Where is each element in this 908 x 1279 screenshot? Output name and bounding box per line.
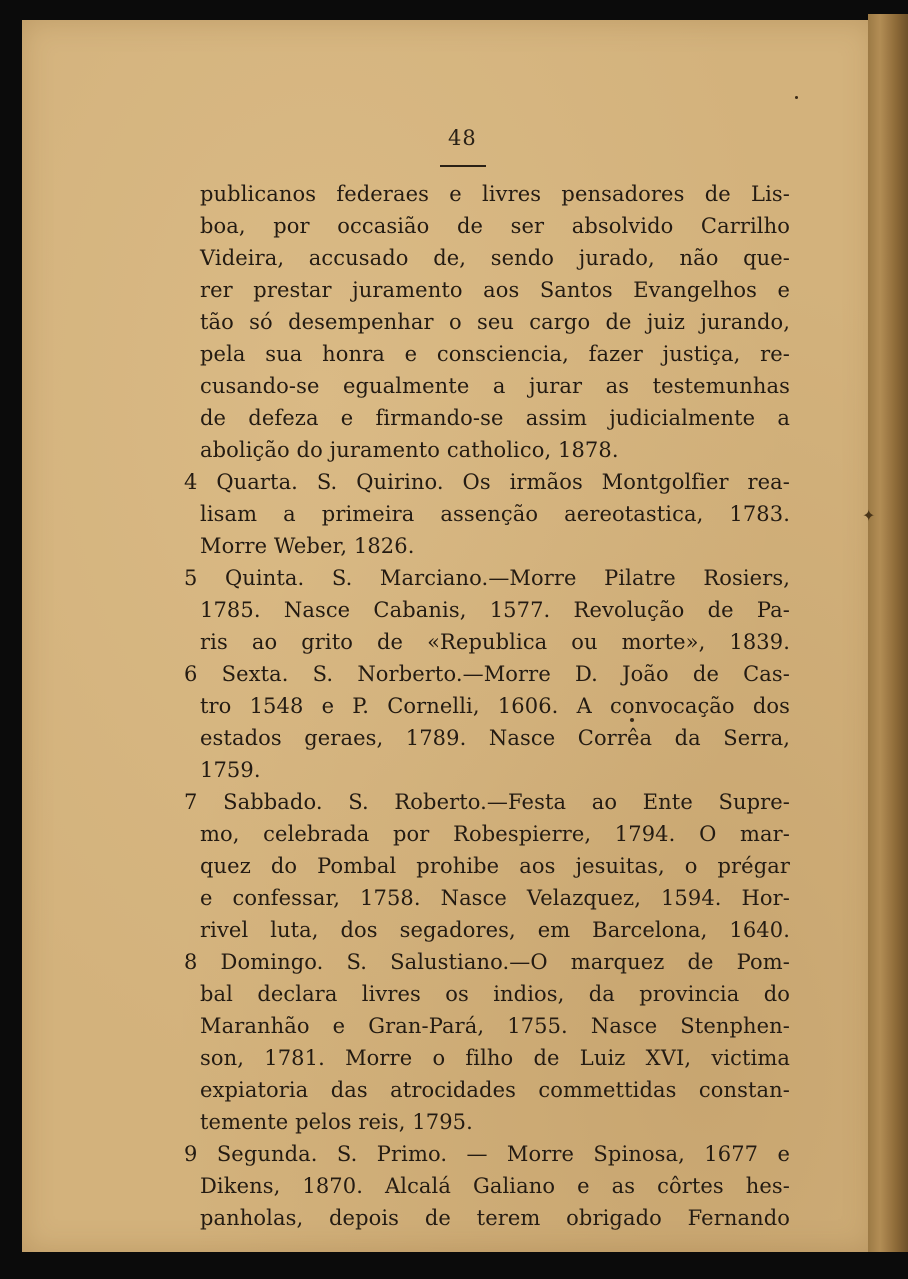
book-spine-edge: [862, 14, 908, 1252]
text-line: Maranhão e Gran-Pará, 1755. Nasce Stenphen-: [200, 1014, 790, 1038]
text-line: 8 Domingo. S. Salustiano.—O marquez de Pom-: [184, 950, 790, 974]
text-line: 6 Sexta. S. Norberto.—Morre D. João de Cas-: [184, 662, 790, 686]
text-line: panholas, depois de terem obrigado Fernando: [200, 1206, 790, 1230]
page-number: 48: [448, 126, 477, 150]
text-line: 7 Sabbado. S. Roberto.—Festa ao Ente Supre-: [184, 790, 790, 814]
text-line: expiatoria das atrocidades commettidas constan-: [200, 1078, 790, 1102]
text-line: Dikens, 1870. Alcalá Galiano e as côrtes hes-: [200, 1174, 790, 1198]
text-line: bal declara livres os indios, da provincia do: [200, 982, 790, 1006]
text-line: Morre Weber, 1826.: [200, 534, 415, 558]
text-line: temente pelos reis, 1795.: [200, 1110, 473, 1134]
text-line: e confessar, 1758. Nasce Velazquez, 1594. Hor-: [200, 886, 790, 910]
text-line: abolição do juramento catholico, 1878.: [200, 438, 619, 462]
text-line: Videira, accusado de, sendo jurado, não que-: [200, 246, 790, 270]
text-line: ris ao grito de «Republica ou morte», 1839.: [200, 630, 790, 654]
text-line: 5 Quinta. S. Marciano.—Morre Pilatre Rosiers,: [184, 566, 790, 590]
text-line: 1785. Nasce Cabanis, 1577. Revolução de Pa-: [200, 598, 790, 622]
text-line: tro 1548 e P. Cornelli, 1606. A convocação dos: [200, 694, 790, 718]
header-rule: [440, 165, 486, 167]
text-line: rer prestar juramento aos Santos Evangelhos e: [200, 278, 790, 302]
text-line: quez do Pombal prohibe aos jesuitas, o prégar: [200, 854, 790, 878]
ink-speck: [630, 718, 634, 722]
ink-speck: [795, 96, 798, 99]
text-line: 4 Quarta. S. Quirino. Os irmãos Montgolfier rea-: [184, 470, 790, 494]
text-line: tão só desempenhar o seu cargo de juiz jurando,: [200, 310, 790, 334]
spine-mark-icon: ✦: [862, 506, 876, 525]
text-line: boa, por occasião de ser absolvido Carrilho: [200, 214, 790, 238]
text-line: mo, celebrada por Robespierre, 1794. O mar-: [200, 822, 790, 846]
text-line: estados geraes, 1789. Nasce Corrêa da Serra,: [200, 726, 790, 750]
text-line: cusando-se egualmente a jurar as testemunhas: [200, 374, 790, 398]
text-line: pela sua honra e consciencia, fazer justiça, re-: [200, 342, 790, 366]
text-line: de defeza e firmando-se assim judicialmente a: [200, 406, 790, 430]
text-line: lisam a primeira assenção aereotastica, 1783.: [200, 502, 790, 526]
text-line: son, 1781. Morre o filho de Luiz XVI, victima: [200, 1046, 790, 1070]
text-line: 9 Segunda. S. Primo. — Morre Spinosa, 1677 e: [184, 1142, 790, 1166]
text-line: rivel luta, dos segadores, em Barcelona, 1640.: [200, 918, 790, 942]
text-line: publicanos federaes e livres pensadores de Lis-: [200, 182, 790, 206]
text-line: 1759.: [200, 758, 261, 782]
